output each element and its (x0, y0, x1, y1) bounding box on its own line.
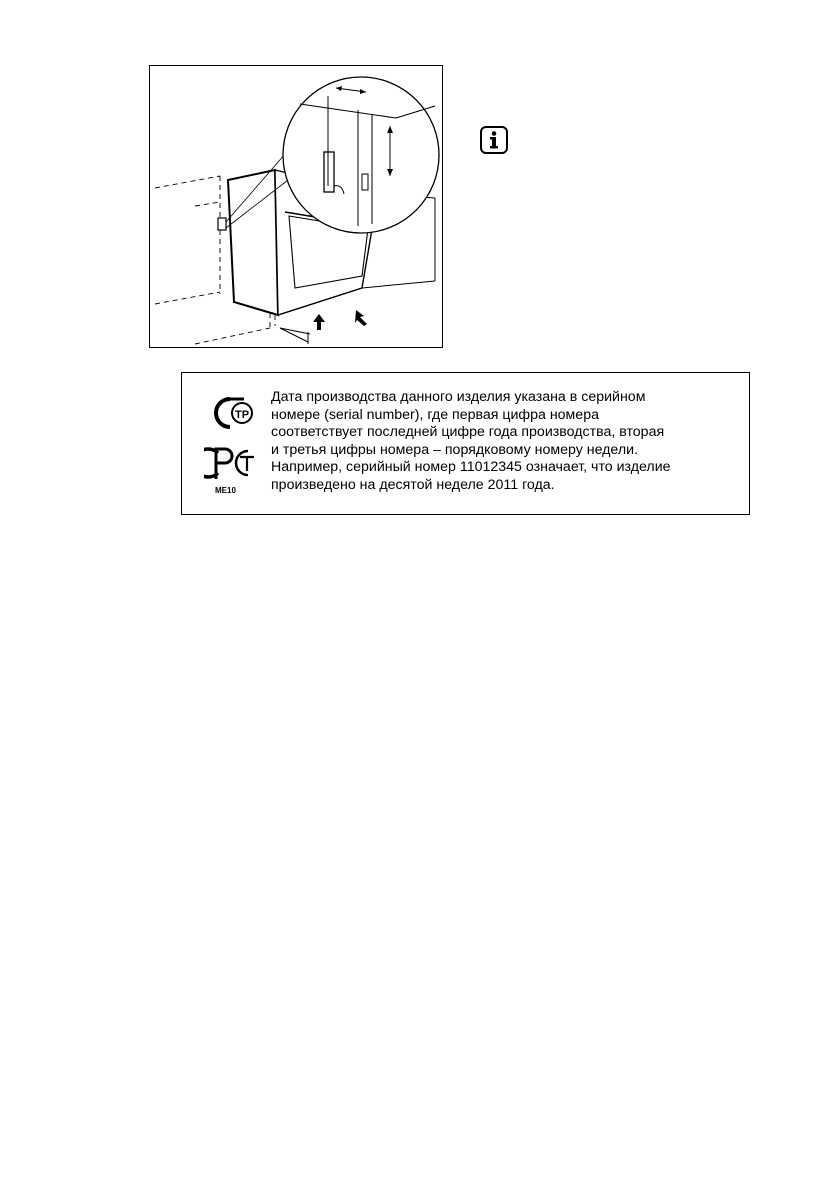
certification-note (181, 372, 750, 515)
text-line: Дата производства данного изделия указана в серийном (271, 389, 646, 405)
text-line: произведено на десятой неделе 2011 года. (271, 476, 555, 493)
eac-tr-mark (216, 399, 252, 427)
oven-installation-diagram (150, 66, 444, 349)
text-line: соответствует последней цифре года производства, вторая (271, 424, 665, 441)
rst-mark (204, 449, 254, 479)
info-icon (480, 126, 508, 154)
certification-logos (204, 391, 264, 501)
text-line: Например, серийный номер 11012345 означает, что изделие (271, 459, 671, 476)
text-line: номере (serial number), где первая цифра номера (271, 406, 599, 423)
text-line: и третья цифры номера – порядковому номеру недели. (271, 441, 638, 458)
serial-number-explanation (271, 389, 741, 495)
svg-text:ТР: ТР (235, 409, 250, 421)
certificate-code: ME10 (215, 486, 236, 495)
installation-figure (149, 65, 443, 348)
